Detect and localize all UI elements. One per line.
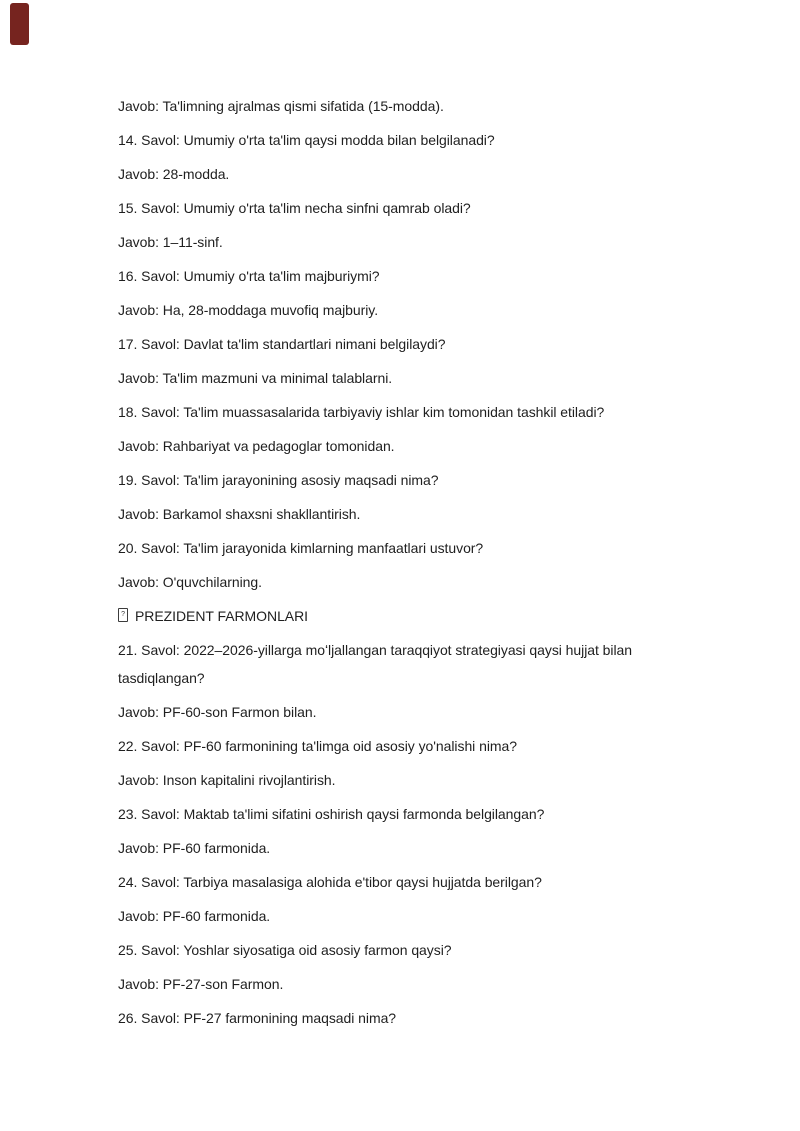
answer-paragraph: Javob: Ta'limning ajralmas qismi sifatida (15-modda). [118, 98, 444, 114]
answer-paragraph: Javob: Barkamol shaxsni shakllantirish. [118, 506, 361, 522]
answer-paragraph: Javob: 1–11-sinf. [118, 234, 223, 250]
question-paragraph: 15. Savol: Umumiy o'rta ta'lim necha sinfni qamrab oladi? [118, 200, 471, 216]
question-paragraph: 18. Savol: Ta'lim muassasalarida tarbiyaviy ishlar kim tomonidan tashkil etiladi? [118, 404, 605, 420]
question-paragraph: 17. Savol: Davlat ta'lim standartlari nimani belgilaydi? [118, 336, 446, 352]
answer-paragraph: Javob: PF-60 farmonida. [118, 908, 271, 924]
question-paragraph: 26. Savol: PF-27 farmonining maqsadi nima? [118, 1010, 397, 1026]
question-paragraph: 16. Savol: Umumiy o'rta ta'lim majburiymi? [118, 268, 380, 284]
question-paragraph: 24. Savol: Tarbiya masalasiga alohida e'tibor qaysi hujjatda berilgan? [118, 874, 542, 890]
answer-paragraph: Javob: O'quvchilarning. [118, 574, 262, 590]
question-paragraph: 20. Savol: Ta'lim jarayonida kimlarning manfaatlari ustuvor? [118, 540, 484, 556]
answer-paragraph: Javob: PF-60-son Farmon bilan. [118, 704, 317, 720]
answer-paragraph: Javob: Ha, 28-moddaga muvofiq majburiy. [118, 302, 379, 318]
question-paragraph: 23. Savol: Maktab ta'limi sifatini oshirish qaysi farmonda belgilangan? [118, 806, 545, 822]
question-paragraph: 22. Savol: PF-60 farmonining ta'limga oid asosiy yo'nalishi nima? [118, 738, 517, 754]
question-paragraph: 19. Savol: Ta'lim jarayonining asosiy maqsadi nima? [118, 472, 439, 488]
answer-paragraph: Javob: PF-27-son Farmon. [118, 976, 284, 992]
section-heading [118, 602, 696, 630]
question-paragraph: 25. Savol: Yoshlar siyosatiga oid asosiy farmon qaysi? [118, 942, 452, 958]
question-paragraph: 14. Savol: Umumiy o'rta ta'lim qaysi modda bilan belgilanadi? [118, 132, 495, 148]
document-body [118, 92, 696, 1038]
answer-paragraph: Javob: Ta'lim mazmuni va minimal talablarni. [118, 370, 393, 386]
corner-red-mark [10, 3, 29, 45]
answer-paragraph: Javob: PF-60 farmonida. [118, 840, 271, 856]
section-heading-label: PREZIDENT FARMONLARI [135, 608, 308, 624]
answer-paragraph: Javob: Rahbariyat va pedagoglar tomonidan. [118, 438, 395, 454]
question-paragraph: 21. Savol: 2022–2026-yillarga moʻljallangan taraqqiyot strategiyasi qaysi hujjat bilan tasdiqlangan? [118, 642, 633, 686]
answer-paragraph: Javob: Inson kapitalini rivojlantirish. [118, 772, 336, 788]
answer-paragraph: Javob: 28-modda. [118, 166, 230, 182]
missing-glyph-icon: ? [118, 608, 128, 622]
